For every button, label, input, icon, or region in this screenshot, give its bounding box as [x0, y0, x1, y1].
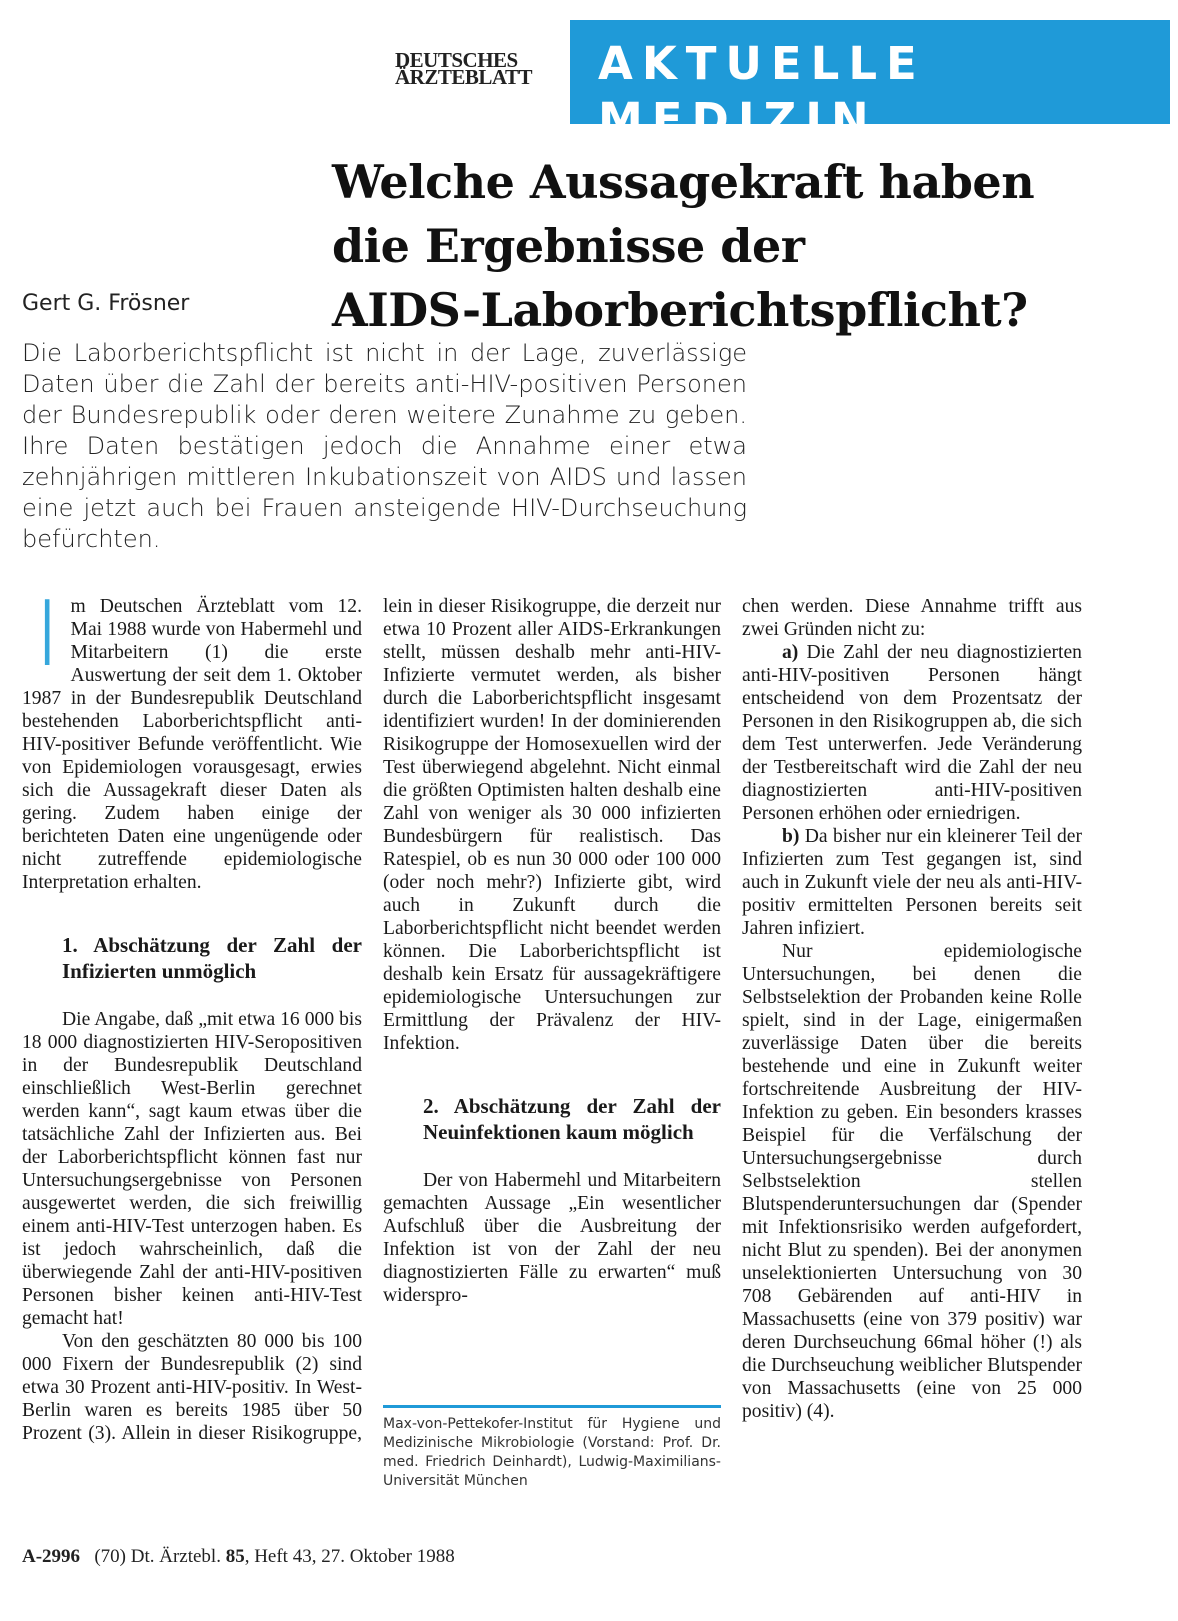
list-item-a — [742, 641, 1082, 825]
title-line-1: Welche Aussagekraft haben — [332, 155, 1035, 209]
author-affiliation: Max-von-Pettekofer-Institut für Hygiene und Medizinische Mikrobiologie (Vorstand: Prof. Dr. med. Friedrich Deinhardt), Ludwig-Maximilians-Universität München — [383, 1416, 721, 1489]
column-3 — [742, 595, 1082, 1423]
citation-journal: (70) Dt. Ärztebl. — [94, 1546, 221, 1567]
citation-issue: , Heft 43, 27. Oktober 1988 — [244, 1546, 455, 1567]
affiliation-rule — [383, 1405, 721, 1408]
author-name: Gert G. Frösner — [22, 291, 190, 316]
body-paragraph-2: Die Angabe, daß „mit etwa 16 000 bis 18 000 diagnostizierten HIV-Seropositiven in der Bundesrepublik Deutschland einschließlich West-Berlin gerechnet werden kann“, sagt kaum etwas über die tatsächliche Zahl der Infizierten aus. Bei der Laborberichtspflicht können fast nur Untersuchungsergebnisse von Personen ausgewertet werden, die sich freiwillig einem anti-HIV-Test unterzogen haben. Es ist jedoch wahrscheinlich, daß die überwiegende Zahl der anti-HIV-positiven Personen bisher keinen anti-HIV-Test gemacht hat! — [22, 1009, 362, 1329]
journal-brand — [395, 48, 565, 89]
body-paragraph-4-cont: chen werden. Diese Annahme trifft aus zwei Gründen nicht zu: — [742, 596, 1082, 640]
brand-line-1: DEUTSCHES — [395, 48, 518, 72]
body-paragraph-7: Nur epidemiologische Untersuchungen, bei denen die Selbstselektion der Probanden keine Rolle spielt, sind in der Lage, einigermaßen zuverlässige Daten über die bereits bestehende und eine in Zukunft weiter fortschreitende Ausbreitung der HIV-Infektion zu geben. Ein besonders krasses Beispiel für die Verfälschung der Untersuchungsergebnisse durch Selbstselektion stellen Blutspenderuntersuchungen dar (Spender mit Infektionsrisiko werden aufgefordert, nicht Blut zu spenden). Bei der anonymen unselektionierten Untersuchung von 30 708 Gebärenden auf anti-HIV in Massachusetts (eine von 379 positiv) war deren Durchseuchung 66mal höher (!) als die Durchseuchung weiblicher Blutspender von Massachusetts (eine von 25 000 positiv) (4). — [742, 941, 1082, 1422]
body-paragraph-3: Von den geschätzten 80 000 bis 100 000 Fixern der Bundesrepublik (2) sind etwa 30 Prozent anti-HIV-positiv. In West-Berlin waren es bereits 1985 über 50 Prozent (3). Allein in dieser Risikogruppe, — [22, 1331, 362, 1444]
page-footer — [22, 1546, 455, 1568]
section-heading-1: 1. Abschätzung der Zahl der Infizierten unmöglich — [62, 933, 362, 983]
lead-paragraph: Die Laborberichtspflicht ist nicht in der Lage, zuverlässige Daten über die Zahl der bereits anti-HIV-positiven Personen der Bundesrepublik oder deren weitere Zunahme zu geben. Ihre Daten bestätigen jedoch die Annahme einer etwa zehnjährigen mittleren Inkubationszeit von AIDS und lassen eine jetzt auch bei Frauen ansteigende HIV-Durchseuchung befürchten. — [22, 339, 747, 553]
section-title: AKTUELLE MEDIZIN — [598, 37, 926, 146]
list-text-a: Die Zahl der neu diagnostizierten anti-HIV-positiven Personen hängt entscheidend von dem Prozentsatz der Personen in den Risikogruppen ab, die sich dem Test unterwerfen. Jede Veränderung der Testbereitschaft wird die Zahl der neu diagnostizierten anti-HIV-positiven Personen erhöhen oder erniedrigen. — [742, 642, 1082, 824]
title-line-3: AIDS-Laborberichtspflicht? — [332, 283, 1028, 337]
citation-volume: 85 — [225, 1546, 245, 1567]
section-heading-2: 2. Abschätzung der Zahl der Neuinfektionen kaum möglich — [423, 1094, 721, 1144]
column-2 — [383, 595, 721, 1307]
p1-text: m Deutschen Ärzteblatt vom 12. Mai 1988 wurde von Habermehl und Mitarbeitern (1) die erste Auswertung der seit dem 1. Oktober 1987 in der Bundesrepublik Deutschland bestehenden Laborberichtspflicht anti-HIV-positiver Befunde veröffentlicht. Wie von Epidemiologen vorausgesagt, erwies sich die Aussagekraft dieser Daten als gering. Zudem haben einige der berichteten Daten eine ungenügende oder nicht zutreffende epidemiologische Interpretation erhalten. — [22, 596, 362, 893]
body-paragraph-4: Der von Habermehl und Mitarbeitern gemachten Aussage „Ein wesentlicher Aufschluß über die Ausbreitung der Infektion ist von der Zahl der neu diagnostizierten Fälle zu erwarten“ muß widerspro- — [383, 1170, 721, 1306]
list-item-b — [742, 825, 1082, 940]
body-paragraph-3-cont: lein in dieser Risikogruppe, die derzeit nur etwa 10 Prozent aller AIDS-Erkrankungen stellt, müssen deshalb mehr anti-HIV-Infizierte vermutet werden, als bisher durch die Laborberichtspflicht insgesamt identifiziert wurden! In der dominierenden Risikogruppe der Homosexuellen wird der Test überwiegend abgelehnt. Nicht einmal die größten Optimisten halten deshalb eine Zahl von weniger als 30 000 infizierten Bundesbürgern für realistisch. Das Ratespiel, ob es nun 30 000 oder 100 000 (oder noch mehr?) Infizierte gibt, wird auch in Zukunft durch die Laborberichtspflicht nicht beendet werden können. Die Laborberichtspflicht ist deshalb kein Ersatz für aussagekräftigere epidemiologische Untersuchungen zur Ermittlung der Prävalenz der HIV-Infektion. — [383, 596, 721, 1054]
body-paragraph-1 — [22, 582, 362, 894]
list-text-b: Da bisher nur ein kleinerer Teil der Infizierten zum Test gegangen ist, sind auch in Zukunft viele der neu als anti-HIV-positiv ermittelten Personen bereits seit Jahren infiziert. — [742, 826, 1082, 939]
drop-cap: I — [34, 582, 61, 687]
title-line-2: die Ergebnisse der — [332, 219, 805, 273]
column-1 — [22, 582, 362, 1445]
list-label-a: a) — [782, 642, 799, 663]
page-number: A-2996 — [22, 1546, 81, 1567]
brand-line-2: ÄRZTEBLATT — [395, 65, 532, 89]
list-label-b: b) — [782, 826, 800, 847]
article-title — [332, 150, 1172, 342]
